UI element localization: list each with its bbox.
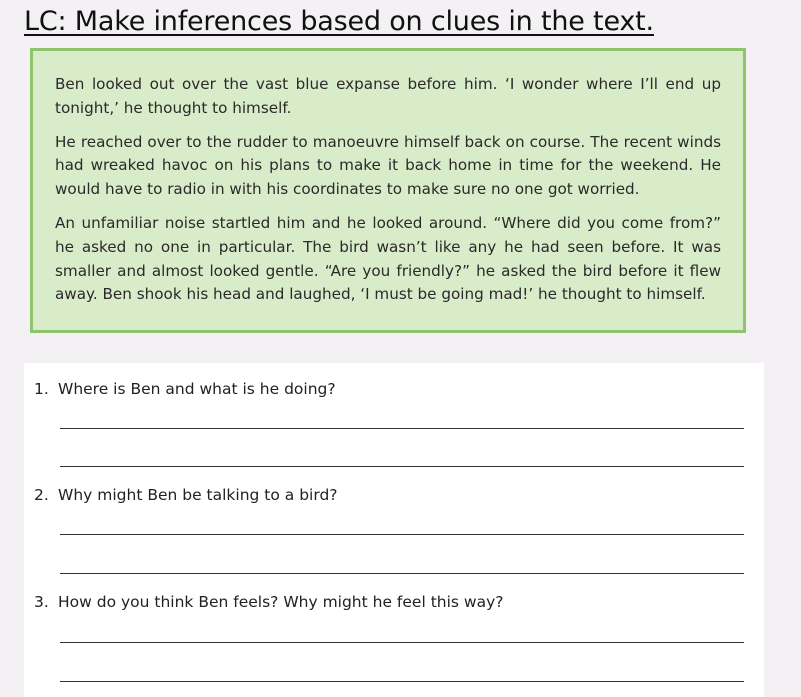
answer-line[interactable] <box>60 681 744 682</box>
question-3 <box>34 593 503 611</box>
answer-line[interactable] <box>60 642 744 643</box>
question-number: 1. <box>34 380 49 398</box>
question-text: Where is Ben and what is he doing? <box>58 380 336 398</box>
question-1 <box>34 380 336 398</box>
question-text: Why might Ben be talking to a bird? <box>58 486 338 504</box>
answer-line[interactable] <box>60 573 744 574</box>
question-2 <box>34 486 338 504</box>
reading-passage <box>30 48 746 333</box>
worksheet-title: LC: Make inferences based on clues in the text. <box>24 6 654 37</box>
passage-paragraph: Ben looked out over the vast blue expanse before him. ‘I wonder where I’ll end up tonight,’ he thought to himself. <box>55 75 721 117</box>
question-text: How do you think Ben feels? Why might he feel this way? <box>58 593 504 611</box>
answer-line[interactable] <box>60 534 744 535</box>
answer-line[interactable] <box>60 466 744 467</box>
passage-paragraph: An unfamiliar noise startled him and he looked around. “Where did you come from?” he asked no one in particular. The bird wasn’t like any he had seen before. It was smaller and almost looked gentle. “Are you friendly?” he asked the bird before it flew away. Ben shook his head and laughed, ‘I must be going mad!’ he thought to himself. <box>55 213 721 304</box>
questions-section <box>24 363 764 697</box>
question-number: 3. <box>34 593 49 611</box>
answer-line[interactable] <box>60 428 744 429</box>
question-number: 2. <box>34 486 49 504</box>
passage-paragraph: He reached over to the rudder to manoeuvre himself back on course. The recent winds had wreaked havoc on his plans to make it back home in time for the weekend. He would have to radio in with his coordinates to make sure no one got worried. <box>55 132 721 199</box>
